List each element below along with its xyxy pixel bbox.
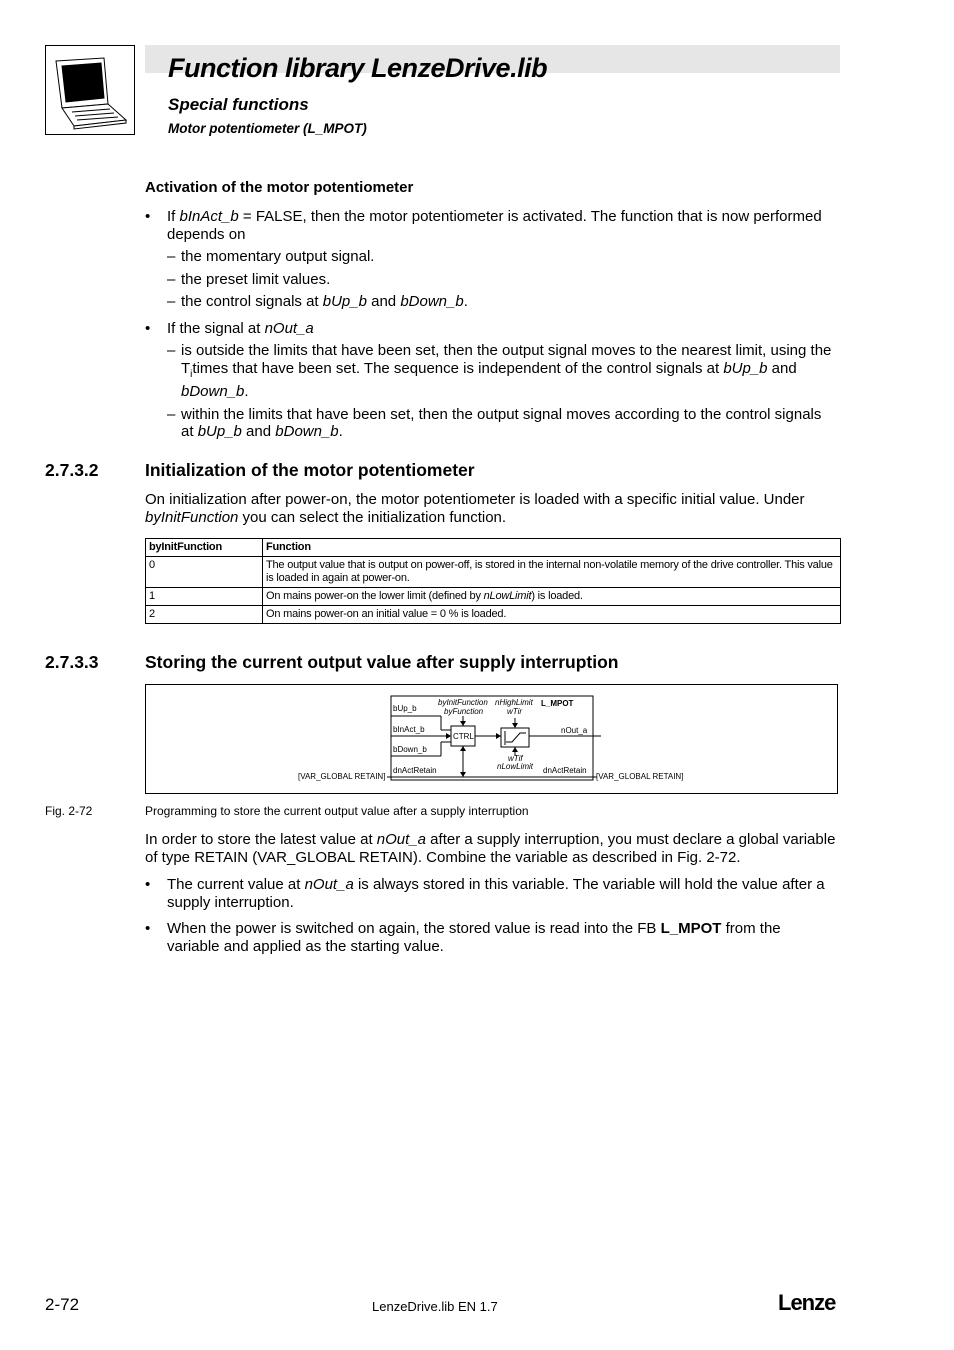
- section-number: 2.7.3.2: [45, 460, 99, 480]
- param-label: wTif: [508, 754, 523, 763]
- table-cell: 1: [146, 588, 263, 606]
- list-item: – the control signals at bUp_b and bDown_b.: [167, 293, 468, 310]
- list-item: • The current value at nOut_a is always stored in this variable. The variable will hold the value after a supply interruption.: [145, 876, 825, 911]
- input-label: bDown_b: [393, 745, 427, 754]
- doc-id: LenzeDrive.lib EN 1.7: [372, 1299, 498, 1314]
- table-cell: 2: [146, 606, 263, 624]
- table-header-cell: byInitFunction: [146, 539, 263, 557]
- section-heading: Storing the current output value after supply interruption: [145, 652, 619, 672]
- output-label: dnActRetain: [543, 766, 587, 775]
- laptop-icon: [46, 46, 134, 134]
- figure-label: Fig. 2-72: [45, 804, 93, 818]
- table-cell: The output value that is output on power-off, is stored in the internal non-volatile memory of the drive controller. This value is loaded in again at power-on.: [263, 557, 841, 588]
- activation-heading: Activation of the motor potentiometer: [145, 179, 414, 196]
- retain-list: [145, 876, 835, 955]
- global-var-label: [VAR_GLOBAL RETAIN]: [596, 772, 684, 781]
- output-label: nOut_a: [561, 726, 588, 735]
- global-var-label: [VAR_GLOBAL RETAIN]: [298, 772, 386, 781]
- table-header-row: [146, 539, 841, 557]
- section-number: 2.7.3.3: [45, 652, 99, 672]
- header-icon-box: [45, 45, 135, 135]
- ctrl-label: CTRL: [453, 732, 474, 741]
- section-heading: Initialization of the motor potentiometer: [145, 460, 475, 480]
- input-label: bInAct_b: [393, 725, 425, 734]
- table-cell: On mains power-on an initial value = 0 % is loaded.: [263, 606, 841, 624]
- lmpot-diagram: [145, 684, 838, 794]
- page-number: 2-72: [45, 1295, 80, 1314]
- list-item: • If the signal at nOut_a – is outside the limits that have been set, then the output signal moves to the nearest limit, using the $T_itimes$ that have been set. The sequence is independent of the control signals at bUp_b and bDown_b. – within the limits that have been set, then the output signal moves according to the control signals at bUp_b and bDown_b.: [145, 320, 835, 441]
- list-item: • When the power is switched on again, the stored value is read into the FB L_MPOT from the variable and applied as the starting value.: [145, 920, 781, 955]
- table-cell: On mains power-on the lower limit (defined by nLowLimit) is loaded.: [263, 588, 841, 606]
- table-row: [146, 606, 841, 624]
- input-label: bUp_b: [393, 704, 417, 713]
- init-function-table: [145, 538, 841, 624]
- list-item: – the preset limit values.: [167, 270, 331, 288]
- list-item: – is outside the limits that have been set, then the output signal moves to the nearest limit, using the $T_itimes$ that have been set. The sequence is independent of the control signals at bUp_b and bDown_b.: [167, 342, 832, 400]
- param-label: wTir: [507, 707, 523, 716]
- table-header-cell: Function: [263, 539, 841, 557]
- table-cell: 0: [146, 557, 263, 588]
- table-row: [146, 557, 841, 588]
- activation-list: [145, 208, 835, 441]
- input-label: dnActRetain: [393, 766, 437, 775]
- param-label: byInitFunction: [438, 698, 488, 707]
- lenze-logo: Lenze: [778, 1290, 836, 1315]
- list-item: – the momentary output signal.: [167, 248, 375, 265]
- param-label: nLowLimit: [497, 762, 534, 771]
- ramp-curve: [506, 733, 526, 742]
- param-label: nHighLimit: [495, 698, 533, 707]
- block-title: L_MPOT: [541, 699, 574, 708]
- topic-subtitle: Motor potentiometer (L_MPOT): [168, 121, 367, 136]
- page-title: Function library LenzeDrive.lib: [168, 53, 548, 83]
- list-item: – within the limits that have been set, then the output signal moves according to the control signals at bUp_b and bDown_b.: [167, 405, 822, 440]
- list-item: • If bInAct_b = FALSE, then the motor potentiometer is activated. The function that is now performed depends on – the momentary output signal. – the preset limit values. – the control signals at bUp_b and bDown_b.: [145, 208, 835, 311]
- section-subtitle: Special functions: [168, 95, 309, 114]
- param-label: byFunction: [444, 707, 484, 716]
- section-paragraph: On initialization after power-on, the motor potentiometer is loaded with a specific initial value. Under byInitFunction you can select the initialization function.: [145, 491, 805, 526]
- table-row: [146, 588, 841, 606]
- figure-caption: Programming to store the current output value after a supply interruption: [145, 804, 529, 818]
- retain-paragraph: In order to store the latest value at nOut_a after a supply interruption, you must declare a global variable of type RETAIN (VAR_GLOBAL RETAIN). Combine the variable as described in Fig. 2-72.: [145, 831, 836, 866]
